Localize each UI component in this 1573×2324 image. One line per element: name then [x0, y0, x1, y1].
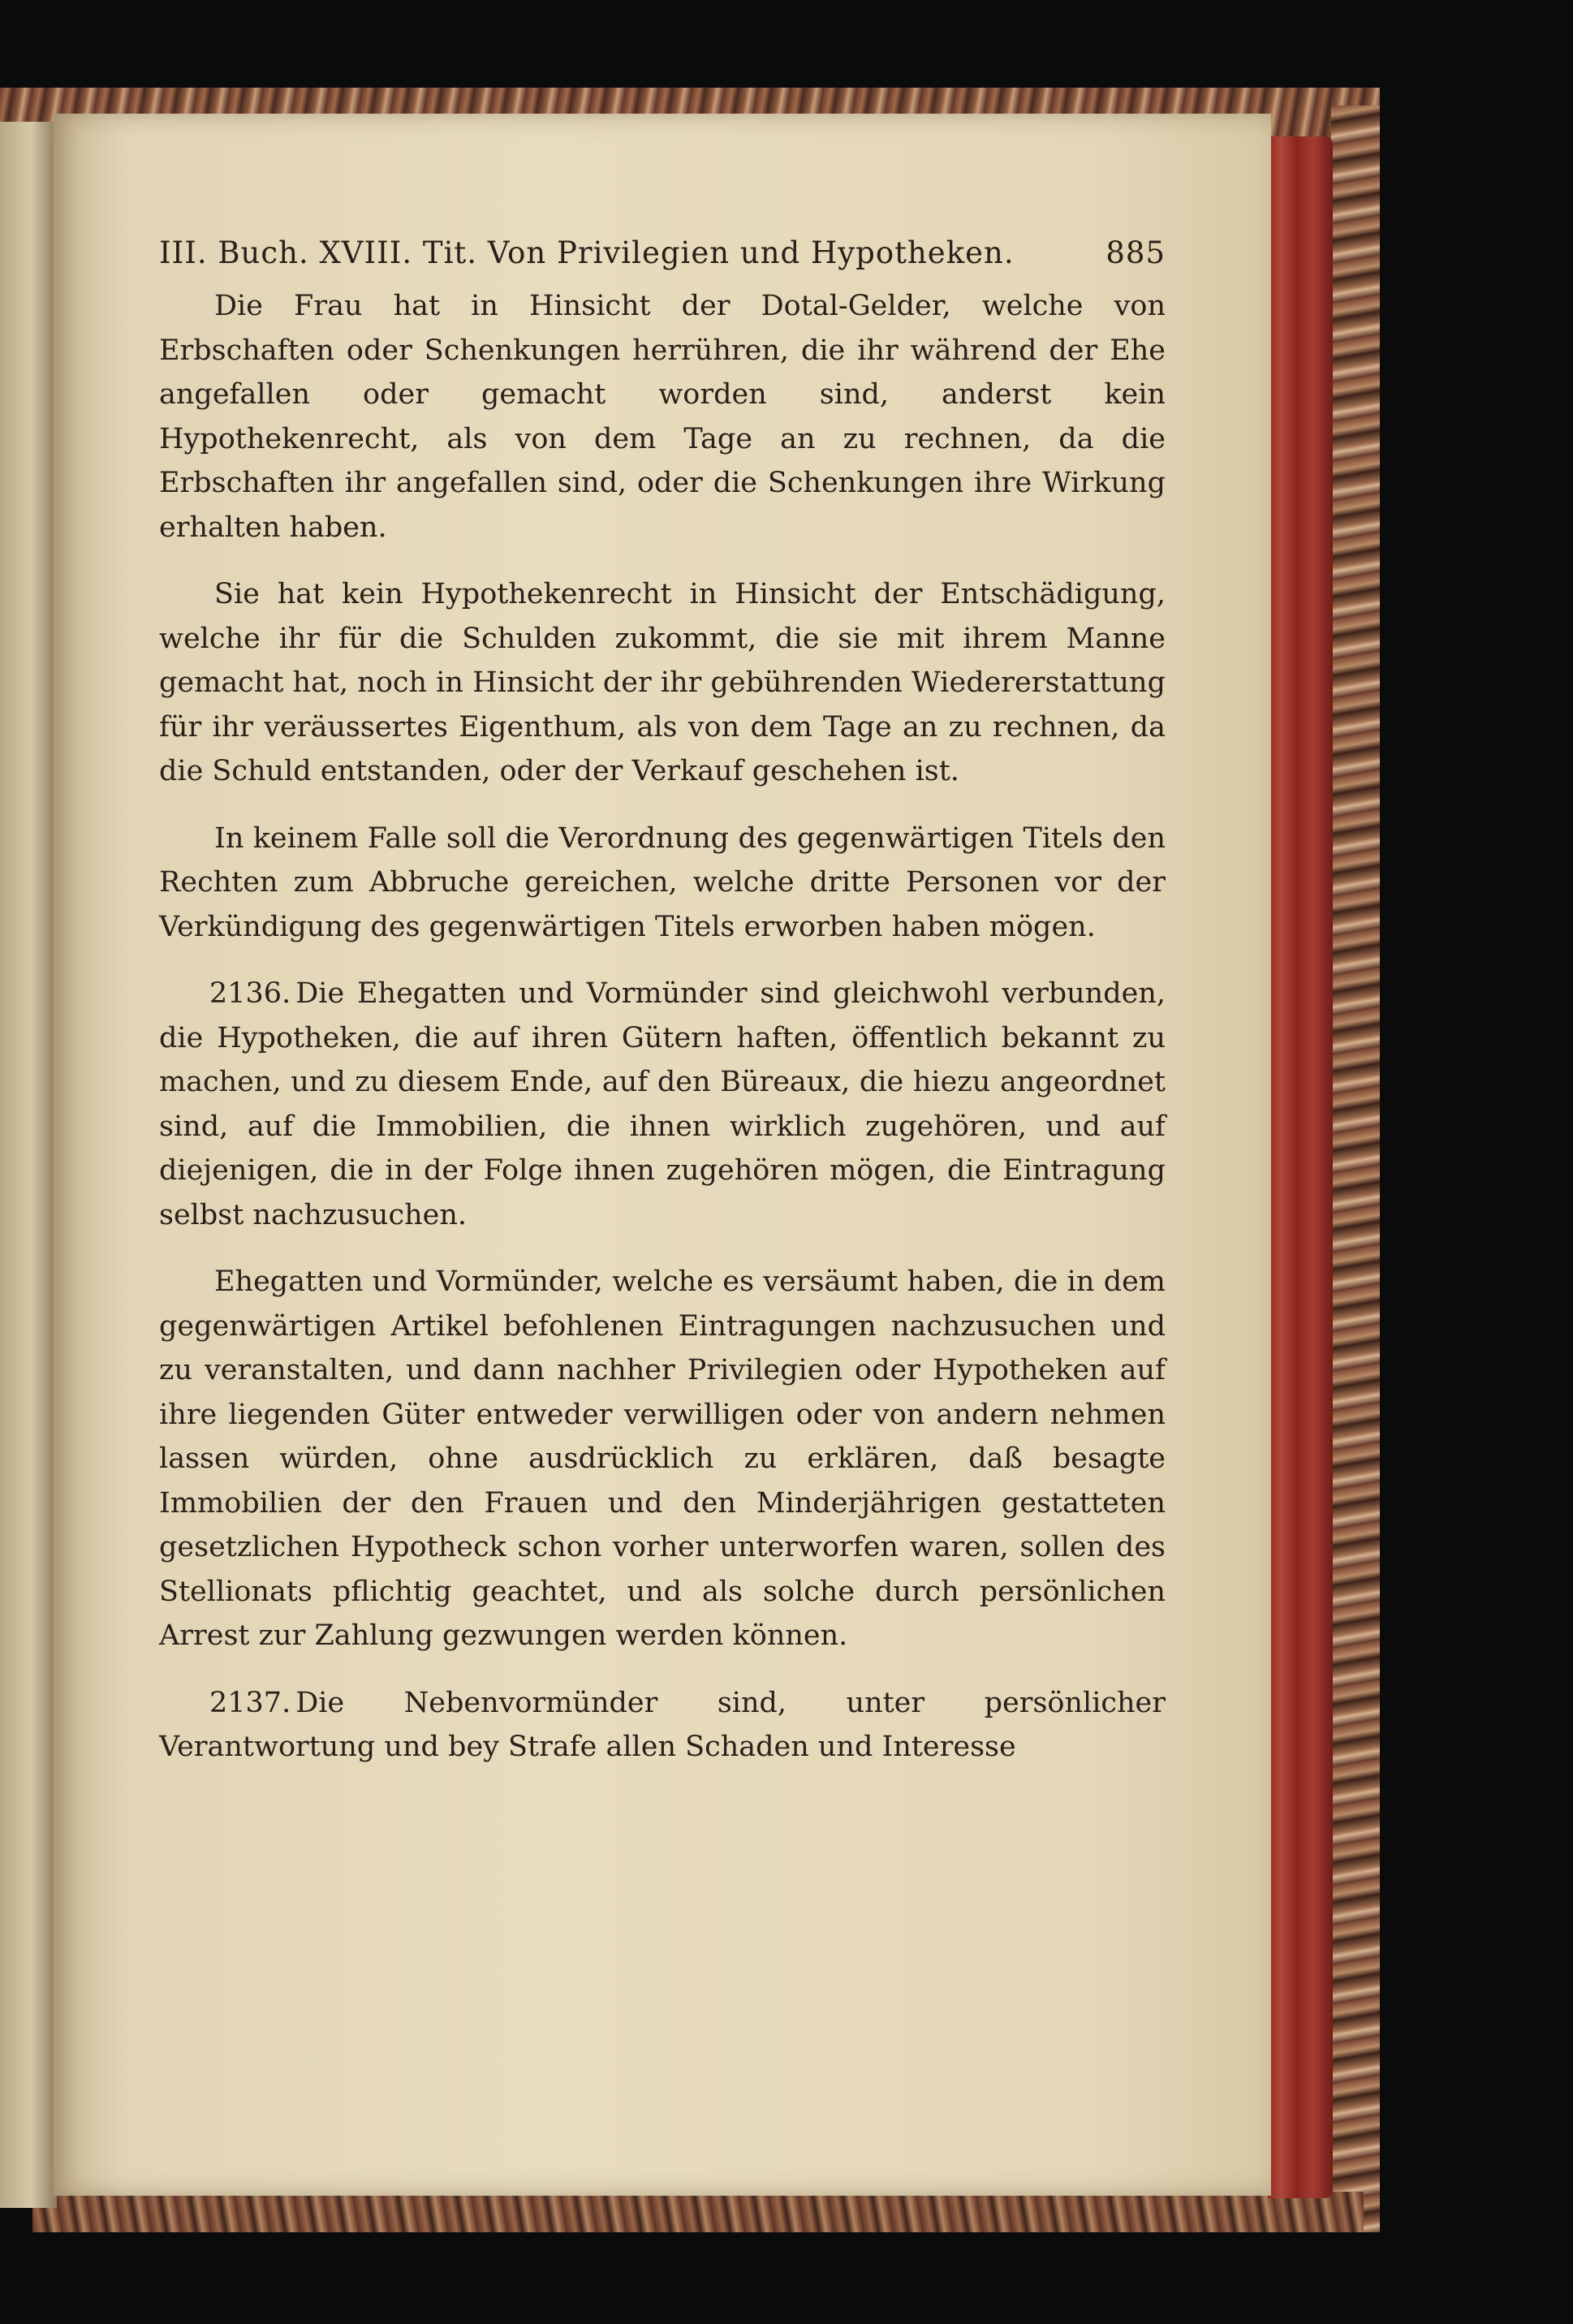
running-head-title: III. Buch. XVIII. Tit. Von Privilegien und Hypotheken.	[159, 235, 1015, 270]
paragraph	[159, 972, 1166, 1237]
article-number: 2137.	[209, 1686, 291, 1719]
article-number: 2136.	[209, 977, 291, 1010]
paragraph-text: Ehegatten und Vormünder, welche es versäumt haben, die in dem gegenwärtigen Artikel befohlenen Eintragungen nachzusuchen und zu veranstalten, und dann nachher Privilegien oder Hypotheken auf ihre liegenden Güter entweder verwilligen oder von andern nehmen lassen würden, ohne ausdrücklich zu erklären, daß besagte Immobilien der den Frauen und den Minderjährigen gestatteten gesetzlichen Hypotheck schon vorher unterworfen waren, sollen des Stellionats pflichtig geachtet, und als solche durch persönlichen Arrest zur Zahlung gezwungen werden können.	[159, 1265, 1166, 1652]
paragraph-text: Die Nebenvormünder sind, unter persönlicher Verantwortung und bey Strafe allen Schaden und Interesse	[159, 1686, 1166, 1763]
paragraph-text: Sie hat kein Hypothekenrecht in Hinsicht der Entschädigung, welche ihr für die Schulden zukommt, die sie mit ihrem Manne gemacht hat, noch in Hinsicht der ihr gebührenden Wiedererstattung für ihr veräussertes Eigenthum, als von dem Tage an zu rechnen, da die Schuld entstanden, oder der Verkauf geschehen ist.	[159, 578, 1166, 787]
marbled-cover-bottom	[32, 2192, 1364, 2232]
paragraph	[159, 1681, 1166, 1770]
paragraph	[159, 572, 1166, 794]
paragraph-text: In keinem Falle soll die Verordnung des gegenwärtigen Titels den Rechten zum Abbruche gereichen, welche dritte Personen vor der Verkündigung des gegenwärtigen Titels erworben haben mögen.	[159, 821, 1166, 943]
marbled-cover-right	[1331, 106, 1380, 2232]
paragraph	[159, 1260, 1166, 1658]
facing-page-edge	[0, 122, 57, 2208]
red-page-edge	[1268, 136, 1333, 2198]
paragraph	[159, 284, 1166, 550]
paragraph	[159, 817, 1166, 950]
text-block	[159, 227, 1166, 1792]
book-page	[54, 114, 1271, 2196]
running-head	[159, 227, 1166, 284]
paragraph-text: Die Ehegatten und Vormünder sind gleichwohl verbunden, die Hypotheken, die auf ihren Gütern haften, öffentlich bekannt zu machen, und zu diesem Ende, auf den Büreaux, die hiezu angeordnet sind, auf die Immobilien, die ihnen wirklich zugehören, und auf diejenigen, die in der Folge ihnen zugehören mögen, die Eintragung selbst nachzusuchen.	[159, 977, 1166, 1231]
page-number: 885	[1105, 235, 1166, 270]
paragraph-text: Die Frau hat in Hinsicht der Dotal-Gelder, welche von Erbschaften oder Schenkungen herrühren, die ihr während der Ehe angefallen oder gemacht worden sind, anderst kein Hypothekenrecht, als von dem Tage an zu rechnen, da die Erbschaften ihr angefallen sind, oder die Schenkungen ihre Wirkung erhalten haben.	[159, 290, 1166, 544]
